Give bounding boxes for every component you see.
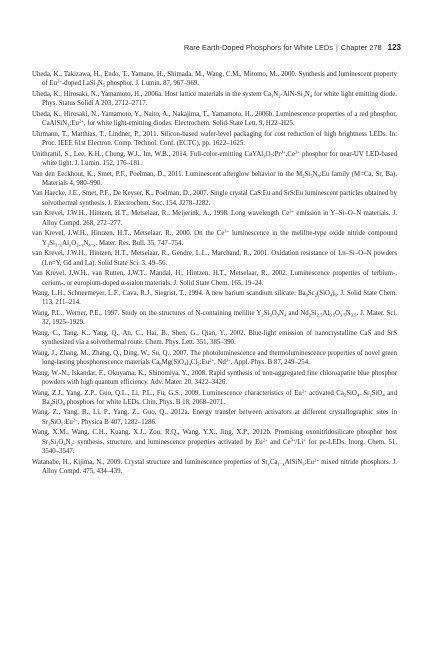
page-number: 123 (387, 43, 401, 52)
reference-list (32, 70, 397, 478)
reference-entry: Van Krevel, J.W.H., van Rutten, J.W.T., Mandal, H., Hintzen, H.T., Metselaar, R., 2002. Luminescence properties of terbium-, cerium-, or europium-doped α-sialon materials. J. Solid State Chem. 165, 19–24. (32, 270, 397, 287)
reference-entry: Wang, C., Tang, K., Yang, Q., An, C., Hai, B., Shen, G., Qian, Y., 2002. Blue-light emission of nanocrystalline CaS and SrS synthesized via a solvothermal route. Chem. Phys. Lett. 351, 385–390. (32, 329, 397, 347)
reference-entry: Van Haecke, J.E., Smet, P.F., De Keyser, K., Poelman, D., 2007. Single crystal CaS:Eu and SrS:Eu luminescent particles obtained by solvothermal synthesis. J. Electrochem. Soc. 154, J278–J282. (32, 190, 397, 207)
running-header (184, 43, 401, 52)
reference-entry: van Krevel, J.W.H., Hintzen, H.T., Metselaar, R., Meijerink, A., 1998. Long wavelength $Ce^{3+}$ emission in Y–Si–O–N materials. J. Alloy Compd. 268, 272–277. (32, 208, 397, 227)
reference-entry: Wang, J., Zhang, M., Zhang, Q., Ding, W., Su, Q., 2007. The photoluminescence and thermoluminescence properties of novel green long-lasting phosphorescence materials $Ca_8Mg(SiO_4)_4Cl_2:Eu^{2+}$, $Nd^{3+}$. Appl. Phys. B 87, 249–254. (32, 349, 397, 367)
reference-entry: Uheda, K., Hirosaki, N., Yamamoto, H., 2006a. Host lattice materials in the system $Ca_3N_2-AlN-Si_3N_4$ for white light emitting diode. Phys. Status Solidi A 203, 2712–2717. (32, 90, 397, 108)
reference-entry: van Krevel, J.W.H., Hintzen, H.T., Metselaar, R., Gendre, L.L., Marchand, R., 2001. Oxidation resistance of Ln–Si–O–N powders (Ln=Y, Gd and La). Solid State Sci. 3, 49–56. (32, 250, 397, 267)
running-title: Rare Earth-Doped Phosphors for White LEDs (183, 43, 333, 52)
reference-entry: van Krevel, J.W.H., Hintzen, H.T., Metselaar, R., 2000. On the $Ce^{3+}$ luminescence in the melilite-type oxide nitride compound $Y_2Si_{3-x}Al_xO_{3+x}N_{4-x}$. Mater. Res. Bull. 35, 747–754. (32, 228, 397, 247)
reference-entry: Wang, X.M., Wang, C.H., Kuang, X.J., Zou, R.Q., Wang, Y.X., Jing, X.P., 2012b. Promising oxonitridosilicate phosphor host $Sr_3Si_2O_4N_2$: synthesis, structure, and luminescence properties activated by $Eu^{2+}$ and $Ce^{3+}/Li^+$ for pc-LEDs. Inorg. Chem. 51, 3540–3547. (32, 429, 398, 456)
reference-entry: Wang, Z., Yang, B., Li, P., Yang, Z., Guo, Q., 2012a. Energy transfer between activators at different crystallographic sites in $Sr_3SiO_5:Eu^{2+}$. Physica B 407, 1282–1286. (32, 409, 397, 427)
reference-entry: Wang, L.H., Schneemeyer, L.F., Cava, R.J., Siegrist, T., 1994. A new barium scandium silicate: $Ba_9Sc_2(SiO_4)_6$. J. Solid State Chem. 113, 211–214. (32, 289, 398, 307)
reference-entry: Uheda, K., Takizawa, H., Endo, T., Yamane, H., Shimada, M., Wang, C.M., Mitomo, M., 2000. Synthesis and luminescent property of $Eu^{3+}$-doped $LaSi_3N_5$ phosphor. J. Lumin. 87, 967–969. (32, 71, 397, 88)
reference-entry: Wang, W.-N., Iskandar, F., Okuyama, K., Shinomiya, Y., 2008. Rapid synthesis of non-aggregated fine chloroapatite blue phosphor powders with high quantum efficiency. Adv. Mater. 20, 3422–3426. (32, 369, 397, 387)
reference-entry: Van den Eeckhout, K., Smet, P.F., Poelman, D., 2011. Luminescent afterglow behavior in the $M_2Si_5N_8:Eu$ family (M=Ca, Sr, Ba). Materials 4, 980–990. (32, 170, 397, 187)
reference-entry: Wang, P.L., Werner, P.E., 1997. Study on the structures of N-containing melilite $Y_2Si_3O_3N_4$ and $Nd_2Si_{2.5}Al_{0.5}O_{3.5}N_{3.5}$. J. Mater. Sci. 32, 1925–1929. (32, 309, 397, 327)
chapter-label: Chapter (340, 43, 368, 52)
reference-entry: Uheda, K., Hirosaki, N., Yamamoto, Y., Naito, A., Nakajima, T., Yamamoto, H., 2006b. Luminescence properties of a red phosphor, $CaAlSiN_3:Eu^{2+}$, for white light-emitting diodes. Electrochem. Solid-State Lett. 9, H22–H25. (32, 110, 397, 128)
reference-entry: Watanabe, H., Kijima, N., 2009. Crystal structure and luminescence properties of $Sr_xCa_{1-x}AlSiN_3:Eu^{2+}$ mixed nitride phosphors. J. Alloy Compd. 475, 434–439. (32, 457, 398, 476)
header-separator: | (335, 43, 338, 52)
reference-entry: Unithrattil, S., Lee, K.H., Chung, W.J., Im, W.B., 2014. Full-color-emitting $CaYAl_3O_7:Pr^{3+},Ce^{3+}$ phosphor for near-UV LED-based white light. J. Lumin. 152, 176–181. (32, 149, 397, 168)
reference-entry: Wang, Z.J., Yang, Z.P., Guo, Q.L., Li, P.L., Fu, G.S., 2009. Luminescence characteristics of $Eu^{2+}$ activated $Ca_2SiO_4$, $Sr_2SiO_4$ and $Ba_2SiO_4$ phosphors for white LEDs. Chin. Phys. B 18, 2068–2071. (32, 387, 397, 407)
reference-entry: Uhrmann, T., Matthias, T., Lindner, P., 2011. Silicon-based wafer-level packaging for cost reduction of high brightness LEDs. In: Proc. IEEE 61st Electron. Comp. Technol. Conf. (ECTC), pp. 1622–1625. (32, 130, 397, 148)
chapter-page-number: 278 (369, 43, 382, 52)
